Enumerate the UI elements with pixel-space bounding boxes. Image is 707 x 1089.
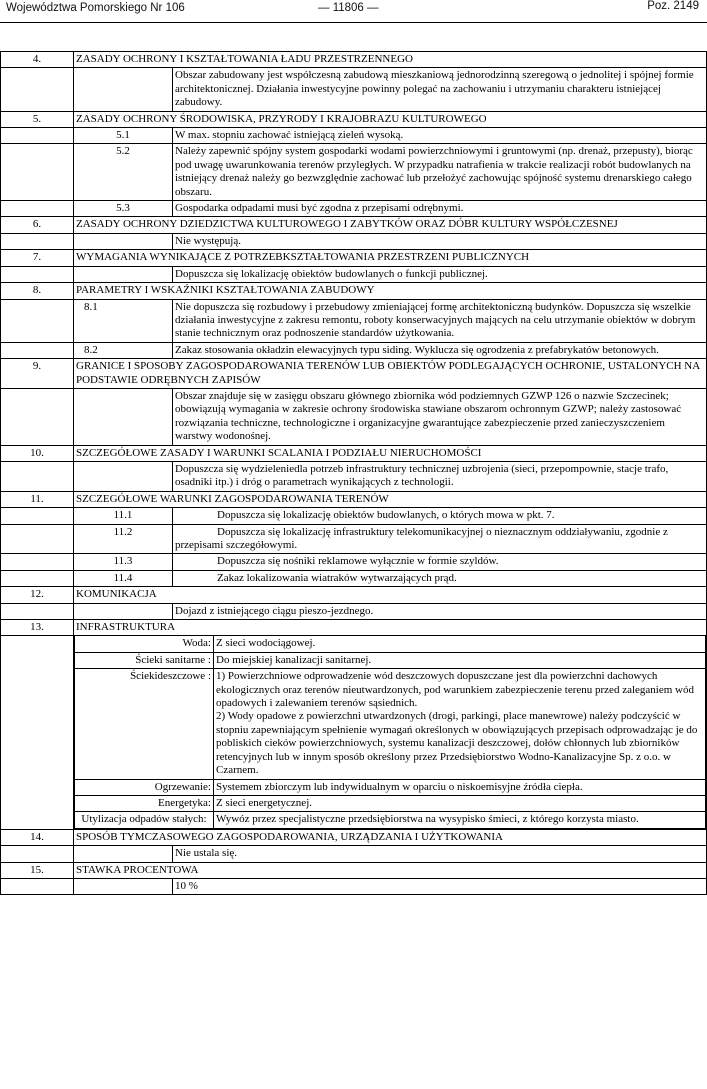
section-title: ZASADY OCHRONY DZIEDZICTWA KULTUROWEGO I ZABYTKÓW ORAZ DÓBR KULTURY WSPÓŁCZESNEJ	[74, 217, 707, 233]
subsection-number: 11.4	[74, 570, 173, 586]
section-number: 5.	[1, 111, 74, 127]
section-content-row	[1, 388, 707, 445]
section-title: SZCZEGÓŁOWE ZASADY I WARUNKI SCALANIA I PODZIAŁU NIERUCHOMOŚCI	[74, 445, 707, 461]
infra-item	[75, 812, 706, 828]
plan-table	[0, 51, 707, 895]
section-text: Dopuszcza się wydzieleniedla potrzeb infrastruktury technicznej uzbrojenia (sieci, przepompownie, stacje trafo, osadniki itp.) i dróg o parametrach wynikających z technologii.	[173, 461, 707, 491]
subsection-number: 11.3	[74, 554, 173, 570]
subsection-text: W max. stopniu zachować istniejącą zieleń wysoką.	[173, 128, 707, 144]
infra-label: Ścieki sanitarne :	[75, 652, 214, 668]
section-row	[1, 250, 707, 266]
section-title: INFRASTRUKTURA	[74, 620, 707, 636]
section-number: 10.	[1, 445, 74, 461]
section-row	[1, 862, 707, 878]
infrastructure-table	[74, 636, 706, 828]
section-row	[1, 359, 707, 389]
infra-text: 2) Wody opadowe z powierzchni utwardzonych (drogi, parkingi, place manewrowe) należy podczyścić w stopniu zapewniającym spełnienie wymagań określonych w obowiązujących przepisach odprowadzając je do pobliskich cieków powierzchniowych, systemu kanalizacji deszczowej, dołów chłonnych lub zbiorników retencyjnych lub w innym sposób określony przez Przedsiębiorstwo Wodno-Kanalizacyjne Sp. z o.o. w Czarnem.	[216, 710, 698, 777]
section-title: STAWKA PROCENTOWA	[74, 862, 707, 878]
section-row	[1, 52, 707, 68]
subsection-text: Nie dopuszcza się rozbudowy i przebudowy zmieniającej formę architektoniczną budynków. Dopuszcza się wszelkie działania inwestycyjne z zakresu remontu, roboty konserwacyjnych mających na celu utrzymanie obiektów w dobrym stanie technicznym oraz podnoszenie standardów użytkowania.	[173, 299, 707, 342]
infra-text: 1) Powierzchniowe odprowadzenie wód deszczowych dopuszczane jest dla powierzchni dachowych ekologicznych oraz terenów nieutwardzonych, pod warunkiem zabezpieczenie terenu przed zaleganiem wód opadowych i zalewaniem terenów sąsiednich.	[216, 670, 694, 710]
section-text: Nie występują.	[173, 233, 707, 249]
section-title: KOMUNIKACJA	[74, 587, 707, 603]
section-title: GRANICE I SPOSOBY ZAGOSPODAROWANIA TERENÓW LUB OBIEKTÓW PODLEGAJĄCYCH OCHRONIE, USTALONYCH NA PODSTAWIE ODRĘBNYCH ZAPISÓW	[74, 359, 707, 389]
section-title: ZASADY OCHRONY I KSZTAŁTOWANIA ŁADU PRZESTRZENNEGO	[74, 52, 707, 68]
infra-label: Woda:	[75, 636, 214, 652]
section-number: 13.	[1, 620, 74, 636]
infra-item	[75, 652, 706, 668]
section-content-row	[1, 846, 707, 862]
subsection-row	[1, 201, 707, 217]
infra-text: Systemem zbiorczym lub indywidualnym w oparciu o niskoemisyjne źródła ciepła.	[214, 779, 706, 795]
subsection-text: Zakaz stosowania okładzin elewacyjnych typu siding. Wyklucza się ogrodzenia z prefabrykatów betonowych.	[173, 342, 707, 358]
section-row	[1, 829, 707, 845]
infra-text: Do miejskiej kanalizacji sanitarnej.	[214, 652, 706, 668]
section-text: Dopuszcza się lokalizację obiektów budowlanych o funkcji publicznej.	[173, 266, 707, 282]
header-rule	[0, 22, 707, 23]
section-title: SPOSÓB TYMCZASOWEGO ZAGOSPODAROWANIA, URZĄDZANIA I UŻYTKOWANIA	[74, 829, 707, 845]
section-number: 8.	[1, 283, 74, 299]
section-row	[1, 445, 707, 461]
subsection-text: Dopuszcza się nośniki reklamowe wyłącznie w formie szyldów.	[217, 555, 499, 568]
position-number: Poz. 2149	[647, 0, 699, 12]
infra-item	[75, 795, 706, 811]
subsection-number: 8.2	[74, 342, 173, 358]
section-title: ZASADY OCHRONY ŚRODOWISKA, PRZYRODY I KRAJOBRAZU KULTUROWEGO	[74, 111, 707, 127]
section-number: 11.	[1, 491, 74, 507]
infra-label: Ściekideszczowe :	[75, 669, 214, 779]
page-header	[0, 0, 707, 22]
infra-text: Z sieci energetycznej.	[214, 795, 706, 811]
section-content-row	[1, 461, 707, 491]
subsection-text: Należy zapewnić spójny system gospodarki wodami powierzchniowymi i gruntowymi (np. drenaż, przepusty), biorąc pod uwagę uwarunkowania terenów przyległych. W przypadku natrafienia w trakcie realizacji robót budowlanych na istniejący drenaż należy go bezwzględnie zachować lub przełożyć zachowując spójność systemu drenarskiego całego obszaru.	[173, 144, 707, 201]
section-row	[1, 587, 707, 603]
section-text: Obszar znajduje się w zasięgu obszaru głównego zbiornika wód podziemnych GZWP 126 o nazwie Szczecinek; obowiązują wymagania w zakresie ochrony środowiska stawiane obszarom ochronnym GZWP; należy zastosować rozwiązania techniczne, technologiczne i organizacyjne gwarantujące zabezpieczenie przed zanieczyszczeniem warstwy wodonośnej.	[173, 388, 707, 445]
section-row	[1, 217, 707, 233]
journal-title: Województwa Pomorskiego Nr 106	[6, 2, 185, 14]
section-text: Nie ustala się.	[173, 846, 707, 862]
subsection-row	[1, 342, 707, 358]
subsection-text: Dopuszcza się lokalizację obiektów budowlanych, o których mowa w pkt. 7.	[217, 509, 555, 522]
section-text: Obszar zabudowany jest współczesną zabudową mieszkaniową jednorodzinną szeregową o jednolitej i spójnej formie architektonicznej. Działania inwestycyjne powinny polegać na zachowaniu i utrzymaniu charakteru istniejącej zabudowy.	[173, 68, 707, 111]
section-number: 12.	[1, 587, 74, 603]
subsection-row	[1, 144, 707, 201]
section-content-row	[1, 68, 707, 111]
subsection-number: 5.1	[74, 128, 173, 144]
section-number: 6.	[1, 217, 74, 233]
subsection-text: Dopuszcza się lokalizację infrastruktury telekomunikacyjnej o nieznacznym oddziaływaniu, zgodnie z przepisami szczegółowymi.	[173, 524, 707, 554]
section-row	[1, 620, 707, 636]
section-title: SZCZEGÓŁOWE WARUNKI ZAGOSPODAROWANIA TERENÓW	[74, 491, 707, 507]
section-row	[1, 491, 707, 507]
section-content-row	[1, 878, 707, 894]
subsection-number: 11.1	[74, 508, 173, 524]
infra-item	[75, 636, 706, 652]
infra-label: Ogrzewanie:	[75, 779, 214, 795]
section-title: PARAMETRY I WSKAŹNIKI KSZTAŁTOWANIA ZABUDOWY	[74, 283, 707, 299]
subsection-number: 5.2	[74, 144, 173, 201]
infra-label: Utylizacja odpadów stałych:	[75, 812, 214, 828]
subsection-text: Gospodarka odpadami musi być zgodna z przepisami odrębnymi.	[173, 201, 707, 217]
subsection-row	[1, 299, 707, 342]
section-number: 14.	[1, 829, 74, 845]
infra-text: Wywóz przez specjalistyczne przedsiębiorstwa na wysypisko śmieci, z którego korzysta miasto.	[214, 812, 706, 828]
infra-item	[75, 669, 706, 779]
subsection-number: 8.1	[74, 299, 173, 342]
section-title: WYMAGANIA WYNIKAJĄCE Z POTRZEBKSZTAŁTOWANIA PRZESTRZENI PUBLICZNYCH	[74, 250, 707, 266]
subsection-row	[1, 508, 707, 524]
section-content-row	[1, 233, 707, 249]
section-content-row	[1, 266, 707, 282]
section-number: 7.	[1, 250, 74, 266]
section-number: 4.	[1, 52, 74, 68]
infra-item	[75, 779, 706, 795]
infra-label: Energetyka:	[75, 795, 214, 811]
subsection-row	[1, 554, 707, 570]
subsection-row	[1, 128, 707, 144]
section-row	[1, 111, 707, 127]
subsection-row	[1, 524, 707, 554]
subsection-row	[1, 570, 707, 586]
section-text: Dojazd z istniejącego ciągu pieszo-jezdnego.	[173, 603, 707, 619]
section-content-row	[1, 603, 707, 619]
section-text: 10 %	[173, 878, 707, 894]
infra-text: Z sieci wodociągowej.	[214, 636, 706, 652]
subsection-number: 11.2	[74, 524, 173, 554]
section-number: 9.	[1, 359, 74, 389]
section-row	[1, 283, 707, 299]
page-number: — 11806 —	[318, 2, 379, 14]
section-number: 15.	[1, 862, 74, 878]
subsection-number: 5.3	[74, 201, 173, 217]
subsection-text: Zakaz lokalizowania wiatraków wytwarzających prąd.	[217, 571, 457, 584]
infrastructure-row	[1, 636, 707, 829]
